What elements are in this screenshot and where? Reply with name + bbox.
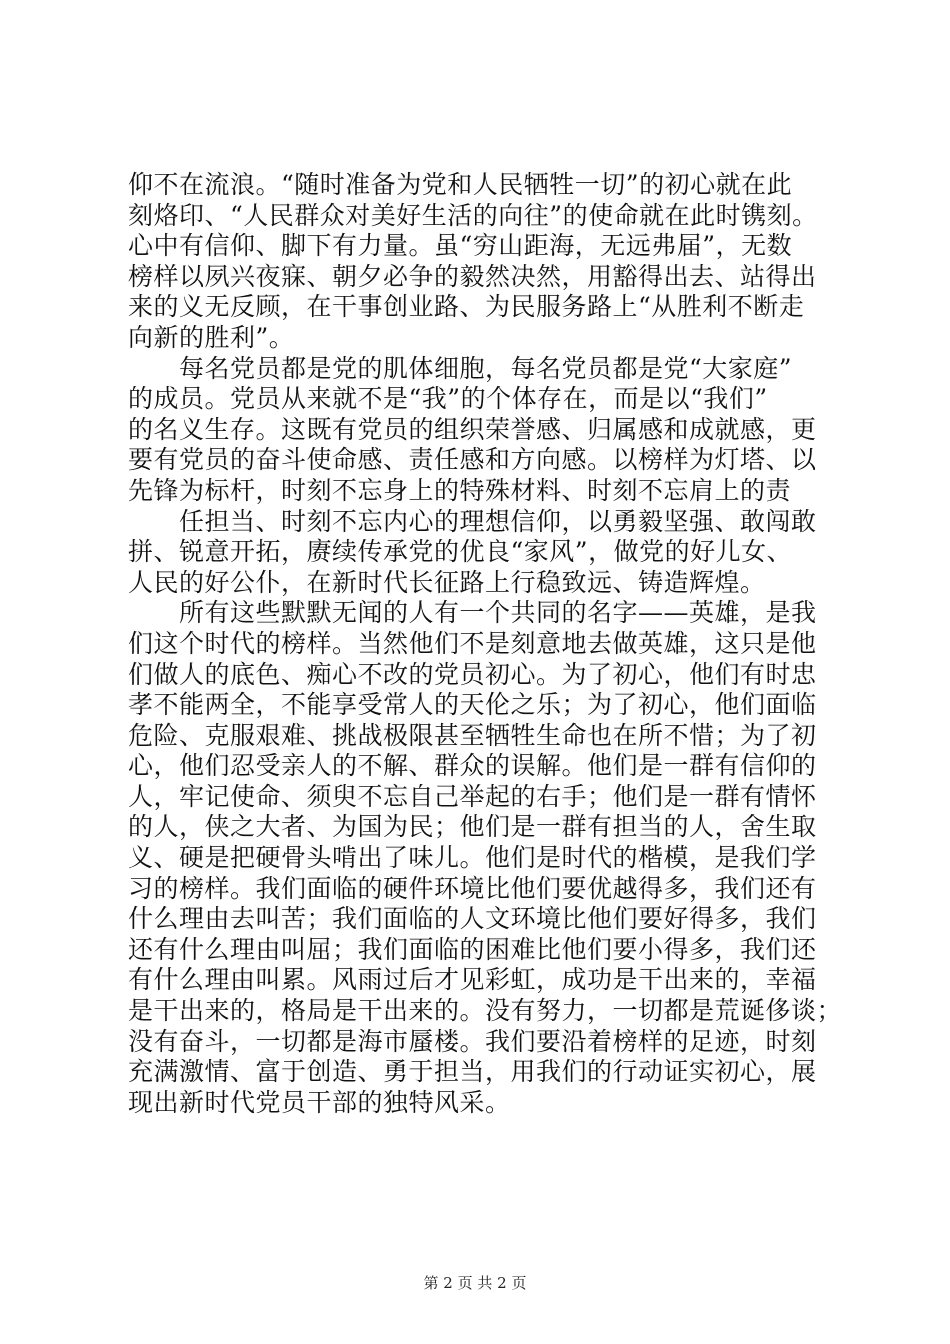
- text-line: 心，他们忍受亲人的不解、群众的误解。他们是一群有信仰的: [128, 751, 817, 781]
- text-line: 还有什么理由叫屈；我们面临的困难比他们要小得多，我们还: [128, 934, 817, 964]
- paragraph: [128, 598, 848, 1118]
- document-body: [128, 170, 848, 1118]
- text-line: 刻烙印、“人民群众对美好生活的向往”的使命就在此时镌刻。: [128, 200, 818, 230]
- text-line: 的名义生存。这既有党员的组织荣誉感、归属感和成就感，更: [128, 414, 817, 444]
- text-line: 任担当、时刻不忘内心的理想信仰，以勇毅坚强、敢闯敢: [179, 506, 817, 536]
- text-line: 现出新时代党员干部的独特风采。: [128, 1087, 511, 1117]
- text-line: 先锋为标杆，时刻不忘身上的特殊材料、时刻不忘肩上的责: [128, 475, 792, 505]
- text-line: 什么理由去叫苦；我们面临的人文环境比他们要好得多，我们: [128, 904, 817, 934]
- text-line: 榜样以夙兴夜寐、朝夕必争的毅然决然，用豁得出去、站得出: [128, 261, 817, 291]
- text-line: 们这个时代的榜样。当然他们不是刻意地去做英雄，这只是他: [128, 628, 817, 658]
- text-line: 仰不在流浪。“随时准备为党和人民牺牲一切”的初心就在此: [128, 170, 793, 199]
- text-line: 的成员。党员从来就不是“我”的个体存在，而是以“我们”: [128, 384, 768, 414]
- text-line: 所有这些默默无闻的人有一个共同的名字——英雄，是我: [179, 598, 817, 628]
- text-line: 拼、锐意开拓，赓续传承党的优良“家风”，做党的好儿女、: [128, 537, 793, 567]
- text-line: 充满激情、富于创造、勇于担当，用我们的行动证实初心，展: [128, 1057, 817, 1087]
- text-line: 习的榜样。我们面临的硬件环境比他们要优越得多，我们还有: [128, 873, 817, 903]
- page-number-label: 第 2 页 共 2 页: [423, 1274, 527, 1292]
- text-line: 向新的胜利”。: [128, 322, 295, 352]
- paragraph: [128, 354, 848, 507]
- text-line: 义、硬是把硬骨头啃出了味儿。他们是时代的楷模，是我们学: [128, 843, 817, 873]
- text-line: 孝不能两全，不能享受常人的天伦之乐；为了初心，他们面临: [128, 690, 817, 720]
- text-line: 有什么理由叫累。风雨过后才见彩虹，成功是干出来的，幸福: [128, 965, 817, 995]
- text-line: 来的义无反顾，在干事创业路、为民服务路上“从胜利不断走: [128, 292, 805, 322]
- text-line: 的人，侠之大者、为国为民；他们是一群有担当的人，舍生取: [128, 812, 817, 842]
- text-line: 人民的好公仆，在新时代长征路上行稳致远、铸造辉煌。: [128, 567, 766, 597]
- text-line: 危险、克服艰难、挑战极限甚至牺牲生命也在所不惜；为了初: [128, 720, 817, 750]
- text-line: 每名党员都是党的肌体细胞，每名党员都是党“大家庭”: [179, 353, 793, 383]
- text-line: 心中有信仰、脚下有力量。虽“穷山距海，无远弗届”，无数: [128, 231, 793, 261]
- text-line: 人，牢记使命、须臾不忘自己举起的右手；他们是一群有情怀: [128, 781, 817, 811]
- text-line: 们做人的底色、痴心不改的党员初心。为了初心，他们有时忠: [128, 659, 817, 689]
- paragraph: [128, 507, 848, 599]
- page-footer: [0, 1273, 950, 1293]
- text-line: 没有奋斗，一切都是海市蜃楼。我们要沿着榜样的足迹，时刻: [128, 1026, 817, 1056]
- text-line: 是干出来的，格局是干出来的。没有努力，一切都是荒诞侈谈；: [128, 996, 843, 1026]
- text-line: 要有党员的奋斗使命感、责任感和方向感。以榜样为灯塔、以: [128, 445, 817, 475]
- paragraph: [128, 170, 848, 354]
